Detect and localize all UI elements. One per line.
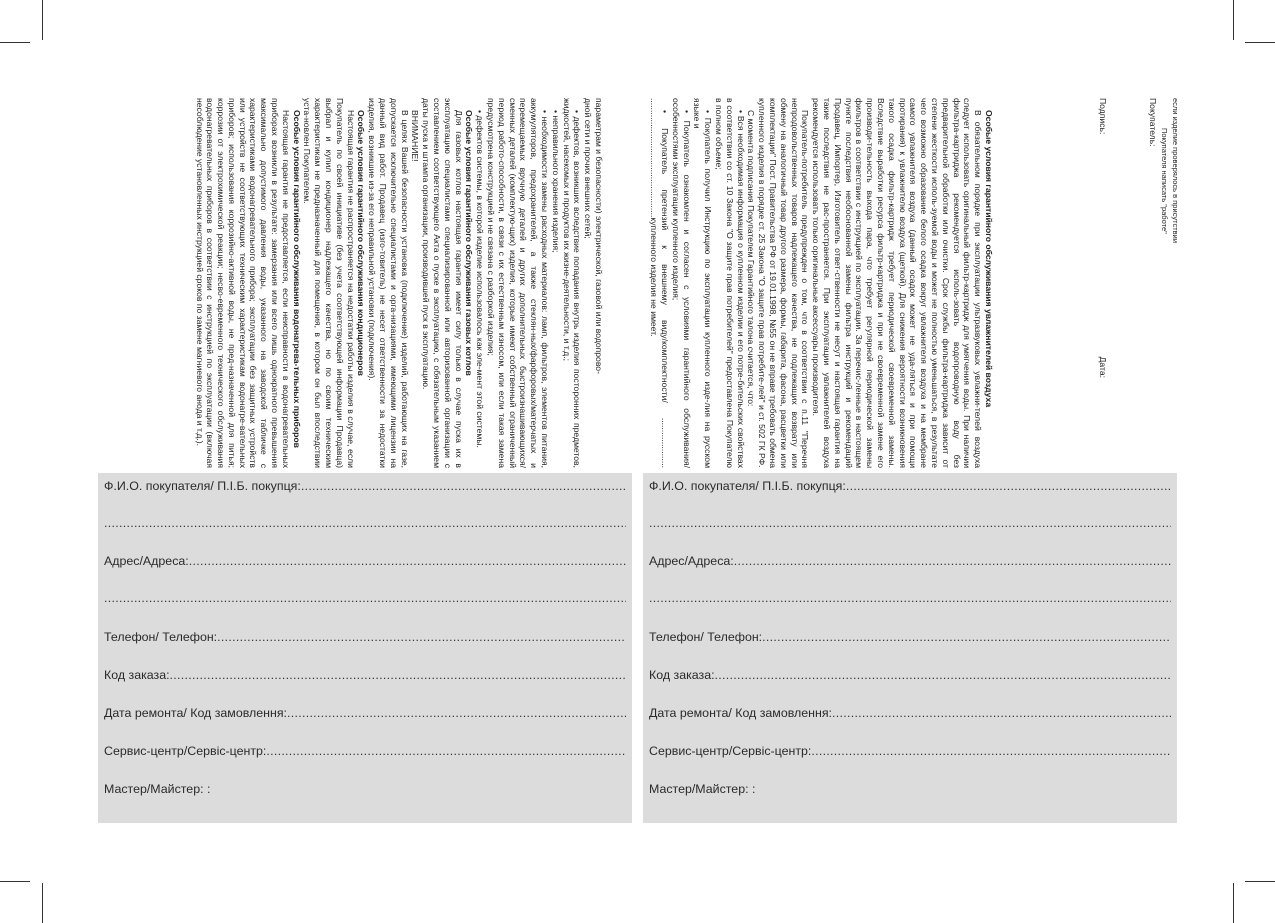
paragraph: Для газовых котлов настоящая гарантия имеет силу только в случае пуска их в эксплуатацию специалистами специализированной или авторизованной организации с составлением соответствующего Акта о пуске в эксплуатацию, с обязательным указанием даты пуска и штампа организации, производившей пуск в эксплуатацию. (421, 98, 464, 468)
section-heading: Особые условия гарантийного обслуживания кондиционеров (356, 110, 367, 376)
address-line-2[interactable] (104, 591, 626, 607)
crop-mark (42, 0, 43, 40)
repair-date-field[interactable] (649, 706, 1171, 720)
paragraph: дной сети и прочих внешних сетей; (583, 98, 594, 239)
paragraph: • Покупатель претензий к внешнему виду/комплектности/ ..................... ..................................................купленного изделия не имеет. (649, 98, 671, 468)
phone-field[interactable] (104, 630, 626, 644)
order-code-field[interactable] (649, 668, 1171, 682)
crop-mark (1233, 883, 1234, 923)
order-code-label: Код заказа: (104, 668, 170, 682)
paragraph: • дефектов системы, в которой изделие использовалось как эле-мент этой системы. (475, 110, 486, 448)
repair-date-label: Дата ремонта/ Код замовлення: (649, 706, 832, 720)
phone-label: Телефон/ Телефон: (104, 630, 218, 644)
paragraph: ВНИМАНИЕ! (410, 110, 421, 162)
paragraph: • Покупатель ознакомлен и согласен с условиями гарантийного обслуживания/особенностями эксплуатации купленного изделия; (670, 98, 692, 468)
warranty-text-column-2 (649, 98, 994, 468)
paragraph: • неправильного хранения изделия; (550, 110, 561, 253)
buyer-name-field[interactable] (649, 479, 1171, 493)
paragraph: • Покупатель получил Инструкцию по эксплуатации купленного изде-лия на русском языке и (692, 98, 714, 468)
service-center-label: Сервис-центр/Сервіс-центр: (649, 744, 812, 758)
crop-mark (1233, 0, 1234, 40)
repair-form-left (98, 473, 632, 823)
repair-date-field[interactable] (104, 706, 626, 720)
master-field[interactable] (649, 782, 1171, 796)
paragraph: параметрам и безопасности) электрической, газовой или водопрово- (594, 98, 604, 374)
paragraph: Настоящая гарантия не распространяется на недостатки работы изделия в случае, если Покупатель по своей инициативе (без учета соответствующей информации Продавца) выбрал и купил кондиционер надлежащего качества, но по своим техническим характеристикам не предназначенный для помещения, в котором он был впоследствии уста-новлен Покупателем. (302, 98, 356, 468)
address-label: Адрес/Адреса: (104, 554, 189, 568)
crop-mark (42, 883, 43, 923)
master-label: Мастер/Майстер: : (104, 782, 211, 796)
repair-date-label: Дата ремонта/ Код замовлення: (104, 706, 287, 720)
paragraph: Покупатель-потребитель предупрежден о том, что в соответствии с п.11 "Перечня непродовольственных товаров надлежащего качества, не подлежащих возврату или обмену на аналогичный товар другого размера, формы, габарита, фасона, расцветки или комплектации" Пост. Правительства РФ от 19.01.1998, №55 он не вправе требовать обмена купленного изделия в порядке ст. 25 Закона "О защите прав потребите-лей" и ст. 502 ГК РФ. (757, 98, 811, 468)
crop-mark (0, 881, 30, 882)
service-center-field[interactable] (649, 744, 1171, 758)
section-heading: Особые условия гарантийного обслуживания газовых котлов (464, 110, 475, 376)
address-field[interactable] (649, 554, 1171, 568)
signature-label: Подпись: (1097, 98, 1108, 135)
buyer-name-label: Ф.И.О. покупателя/ П.І.Б. покупця: (649, 479, 846, 493)
crop-mark (1245, 881, 1275, 882)
signature-note-2: Покупателя написать "работе" (1160, 128, 1170, 234)
buyer-name-field[interactable] (104, 479, 626, 493)
crop-mark (0, 42, 30, 43)
phone-label: Телефон/ Телефон: (649, 630, 763, 644)
master-label: Мастер/Майстер: : (649, 782, 756, 796)
address-label: Адрес/Адреса: (649, 554, 734, 568)
warranty-text-column-1 (98, 98, 604, 468)
section-heading: Особые условия гарантийного обслуживания увлажнителей воздуха (984, 110, 994, 408)
date-label: Дата: (1097, 356, 1108, 378)
order-code-label: Код заказа: (649, 668, 715, 682)
paragraph: • дефектов, возникших вследствие попадания внутрь изделия посторонних предметов, жидкостей, насекомых и продуктов их жизне-деятельности, и т.д.; (561, 98, 583, 468)
section-heading: Особые условия гарантийного обслуживания водонагрева-тельных приборов (291, 110, 302, 448)
paragraph: Настоящая гарантия не предоставляется, если неисправности в водонагревательных приборах возникли в результате: замерзания или всего лишь однократного превышения максимально допустимого давления воды, указанного на заводской табличке с характеристиками водонагревательного прибора; эксплуатации без защитных устройств или устройств не соответствующих техническим характеристикам водонагре-вательных приборов; использования коррозийно-активной воды, не пред-назначенной для питья; коррозии от электрохимической реакции; несво-евременного технического обслуживания водонагревательных приборов в соответствии с инструкцией по эксплуатации (включая несоблюдение установленных инструкцией сроков по замене магниевого анода и т.д.). (194, 98, 291, 468)
master-field[interactable] (104, 782, 626, 796)
address-field[interactable] (104, 554, 626, 568)
paragraph: В целях Вашей безопасности установка (подключение) изделий, работающих на газе, допускается исключительно специалистами и орга-низациями, имеющими лицензии на данный вид работ. Продавец (изго-товитель) не несет ответственности за недостатки изделия, возникшие из-за его неправильной установки (подключения). (367, 98, 410, 468)
paragraph: С момента подписания Покупателем Гарантийного талона считается, что: (746, 110, 757, 407)
order-code-field[interactable] (104, 668, 626, 682)
buyer-label: Покупатель: (1148, 98, 1159, 147)
paragraph: • необходимости замены расходных материалов: ламп, фильтров, элементов питания, аккумуляторов, предохранителей, а также стеклян-ных/фарфоровых/матерчатых и перемещаемых вручную деталей и других дополнительных быстроизнашивающихся/сменных деталей (комплектую-щих) изделия, которые имеют собственный ограниченный период работо-способности, в связи с их естественным износом, или если такая замена предусмотрена конструкцией и не связана с разборкой изделия; (486, 98, 551, 468)
paragraph: В обязательном порядке при эксплуатации ультразвуковых увлажни-телей воздуха следует использовать оригинальный фильтр-картридж для умягчения воды. При наличии фильтра-картриджа рекомендуется исполь-зовать водопроводную воду без предварительной обработки или очистки. Срок службы фильтра-картриджа зависит от степени жесткости исполь-зуемой воды и может не полностью уменьшаться, в результате чего возможно образование белого осадка вокруг увлажнителя воздуха и на мембране самого увлажнителя воздуха (данный осадок может не уда-ляться и при помощи протирания) к увлажнителю воздуха (щеткой). Для снижения вероятности возникновения такого осадка фильтр-картридж требует периодической своевременной замены. Вследствие выработки ресурса фильтр-картриджа и при не своевременной замене его производи-тельность выхода пара, что требует регулярной периодической замены фильтров в соответствии с инструкцией по эксплуатации. За перечис-ленные в настоящем пункте последствия необоснованной замены фильтра инструкций и рекомендаций Продавец, Импортер, Изготовитель ответ-ственности не несут и настоящая гарантия на такие последствия не рас-пространяется. При эксплуатации увлажнителей воздуха рекомендуется использовать только оригинальные аксессуары производителя. (811, 98, 984, 468)
signature-note: если изделие проверялось в присутствии (1171, 98, 1180, 244)
service-center-field[interactable] (104, 744, 626, 758)
buyer-name-label: Ф.И.О. покупателя/ П.І.Б. покупця: (104, 479, 301, 493)
buyer-name-line-2[interactable] (649, 516, 1171, 532)
address-line-2[interactable] (649, 591, 1171, 607)
paragraph: • Вся необходимая информация о купленном изделии и его потре-бительских свойствах в соответствии со ст. 10 Закона "О защите прав потребителей" предоставлена Покупателю в полном объеме; (714, 98, 746, 468)
phone-field[interactable] (649, 630, 1171, 644)
signature-block (1090, 98, 1180, 468)
crop-mark (1245, 42, 1275, 43)
buyer-name-line-2[interactable] (104, 516, 626, 532)
service-center-label: Сервис-центр/Сервіс-центр: (104, 744, 267, 758)
repair-form-right (643, 473, 1177, 823)
